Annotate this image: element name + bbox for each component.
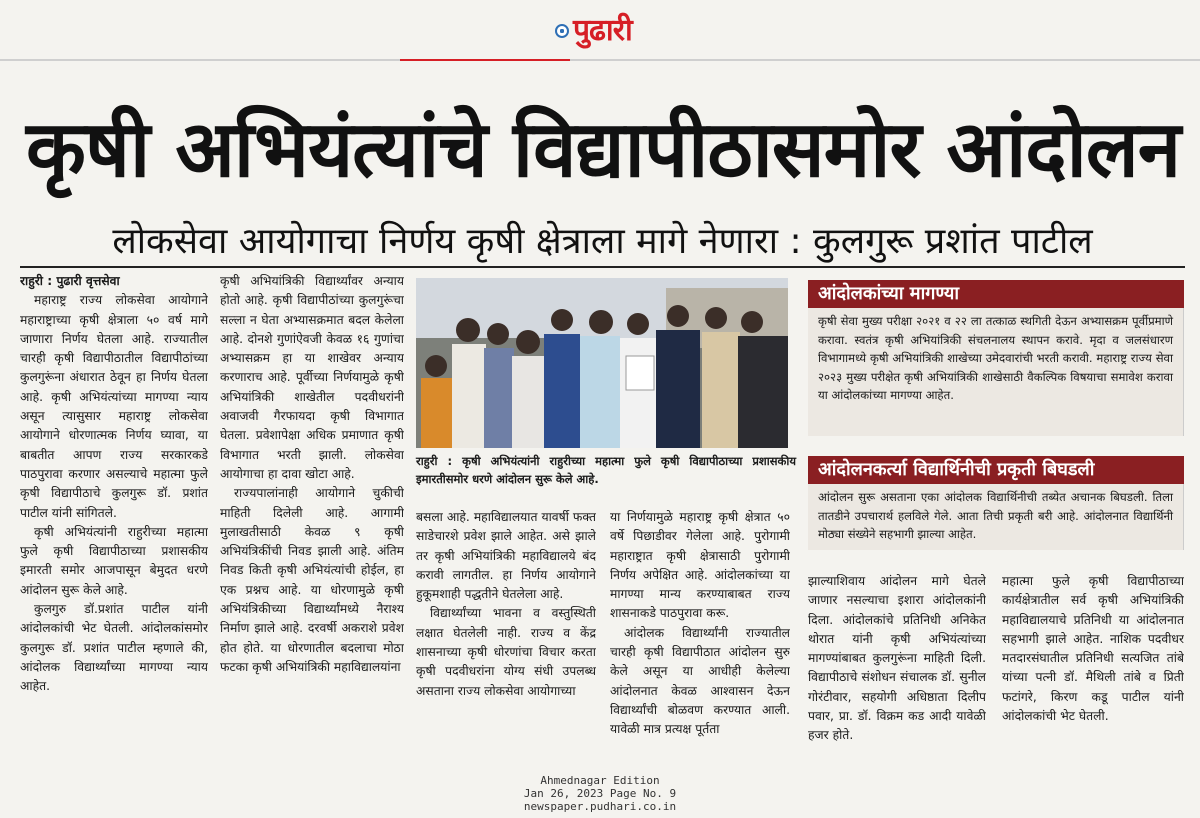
edition-website-link[interactable]: newspaper.pudhari.co.in (523, 800, 677, 813)
dateline: राहुरी : पुढारी वृत्तसेवा (20, 274, 120, 288)
article-column-4 (610, 508, 790, 760)
student-health-box-title: आंदोलनकर्त्या विद्यार्थिनीची प्रकृती बिघडली (808, 456, 1184, 484)
article-column-1 (20, 272, 208, 760)
edition-footer (0, 774, 1200, 813)
demands-box-body: कृषी सेवा मुख्य परीक्षा २०२१ व २२ ला तत्काळ स्थगिती देऊन अभ्यासक्रम पूर्वीप्रमाणे करावा. स्वतंत्र कृषी अभियांत्रिकी संचलनालय स्थापन करावे. मृदा व जलसंधारण विभागामध्ये कृषी अभियांत्रिकी शाखेच्या उमेदवारांची भरती करावी. महाराष्ट्र राज्य सेवा २०२३ मुख्य परीक्षेत कृषी अभियांत्रिकी शाखेसाठी वैकल्पिक विषयाचा समावेश करावा या आंदोलकांच्या मागण्या आहेत. (808, 308, 1184, 436)
paragraph: विद्यार्थ्यांच्या भावना व वस्तुस्थिती लक्षात घेतलेली नाही. राज्य व केंद्र शासनाच्या कृषी धोरणांचा विचार करता कृषी पदवीधरांना योग्य संधी उपलब्ध असताना राज्य लोकसेवा आयोगाच्या (416, 606, 596, 698)
photo-caption: राहुरी : कृषी अभियंत्यांनी राहुरीच्या महात्मा फुले कृषी विद्यापीठाच्या प्रशासकीय इमारतीसमोर धरणे आंदोलन सुरू केले आहे. (416, 454, 796, 486)
demands-box-title: आंदोलकांच्या मागण्या (808, 280, 1184, 308)
paragraph: झाल्याशिवाय आंदोलन मागे घेतले जाणार नसल्याचा इशारा आंदोलकांनी दिला. आंदोलकांचे प्रतिनिधी अनिकेत थोरात यांनी कृषी अभियंत्यांच्या मागण्यांबाबत कुलगुरूंना माहिती दिली. विद्यापीठाचे संशोधन संचालक डॉ. सुनील गोरंटीवार, सहयोगी अधिष्ठाता दिलीप पवार, प्रा. डॉ. विक्रम कड आदी यावेळी हजर होते. (808, 574, 986, 743)
student-health-box-body: आंदोलन सुरू असताना एका आंदोलक विद्यार्थिनीची तब्येत अचानक बिघडली. तिला तातडीने उपचारार्थ हलविले गेले. आता तिची प्रकृती बरी आहे. आंदोलनात विद्यार्थिनी मोठ्या संख्येने सहभागी झाल्या आहेत. (808, 484, 1184, 550)
headline-rule (20, 266, 1185, 268)
paragraph: राज्यपालांनाही आयोगाने चुकीची माहिती दिलेली आहे. आगामी मुलाखतीसाठी केवळ ९ कृषी अभियंत्रिकींची निवड झाली आहे. अंतिम निवड किती कृषी अभियंत्यांची होईल, हा एक प्रश्नच आहे. या धोरणामुळे कृषी अभियंत्रिकीच्या विद्यार्थ्यांमध्ये नैराश्य निर्माण झाले आहे. दरवर्षी अकराशे प्रवेश होत होते. या धोरणातील बदलाचा मोठा फटका कृषी अभियांत्रिकी महाविद्यालयांना (220, 486, 404, 674)
logo-emblem-icon (555, 24, 569, 38)
article-headline: कृषी अभियंत्यांचे विद्यापीठासमोर आंदोलन (25, 105, 1181, 195)
newspaper-logo[interactable] (555, 10, 632, 52)
news-photo (416, 278, 788, 448)
masthead (0, 0, 1200, 60)
article-column-3 (416, 508, 596, 760)
article-subheadline: लोकसेवा आयोगाचा निर्णय कृषी क्षेत्राला मागे नेणारा : कुलगुरू प्रशांत पाटील (112, 221, 1093, 262)
article-column-6 (1002, 572, 1184, 760)
edition-date-page: Jan 26, 2023 Page No. 9 (523, 787, 677, 800)
article-column-2 (220, 272, 404, 760)
edition-name: Ahmednagar Edition (540, 774, 660, 787)
paragraph: बसला आहे. महाविद्यालयात यावर्षी फक्त साडेचारशे प्रवेश झाले आहेत. असे झाले तर कृषी अभियांत्रिकी महाविद्यालये बंद करावी लागतील. हा निर्णय आयोगाने हुकूमशाही पद्धतीने घेतलेला आहे. (416, 510, 596, 602)
paragraph: कुलगुरु डॉ.प्रशांत पाटील यांनी आंदोलकांची भेट घेतली. आंदोलकांसमोर कुलगुरू डॉ. प्रशांत पाटील म्हणाले की, आंदोलक विद्यार्थ्यांच्या मागण्या न्याय आहेत. (20, 602, 208, 694)
protest-crowd-image (416, 278, 788, 448)
paragraph: कृषी अभियांत्रिकी विद्यार्थ्यांवर अन्याय होतो आहे. कृषी विद्यापीठांच्या कुलगुरूंचा सल्ला न घेता अभ्यासक्रमात बदल केलेला आहे. दोनशे गुणांऐवजी केवळ १६ गुणांचा अभ्यासक्रम हा या शाखेवर अन्याय करणाराच आहे. पूर्वीच्या निर्णयामुळे कृषी अभियांत्रिकी शाखेतील पदवीधरांनी अवाजवी गैरफायदा कृषी विभागात घेतला. प्रवेशापेक्षा अधिक प्रमाणात कृषी विभागात भरती झाली. लोकसेवा आयोगाचा हा दावा खोटा आहे. (220, 274, 404, 481)
masthead-divider (0, 59, 1200, 61)
paragraph: कृषी अभियंत्यांनी राहुरीच्या महात्मा फुले कृषी विद्यापीठाच्या प्रशासकीय इमारती समोर आजपासून बेमुदत धरणे आंदोलन सुरू केले आहे. (20, 524, 208, 597)
article-column-5 (808, 572, 986, 760)
paragraph: महाराष्ट्र राज्य लोकसेवा आयोगाने महाराष्ट्राच्या कृषी क्षेत्राला ५० वर्ष मागे जाणारा निर्णय घेतला आहे. राज्यातील चारही कृषी विद्यापीठातील विद्यापीठांच्या कुलगुरूंना अंधारात ठेवून हा निर्णय घेतला आहे. कृषी अभियंत्यांच्या मागण्या न्याय असून त्यासुसार महाराष्ट्र लोकसेवा आयोगाने धोरणात्मक निर्णय घ्यावा, या बाबतीत आपण राज्य सरकारकडे पाठपुरावा करणार असल्याचे महात्मा फुले कृषी विद्यापीठाचे कुलगुरू डॉ. प्रशांत पाटील यांनी सांगितले. (20, 293, 208, 520)
paragraph: आंदोलक विद्यार्थ्यांनी राज्यातील चारही कृषी विद्यापीठात आंदोलन सुरु केले असून या आधीही केलेल्या आंदोलनात केवळ आश्वासन देऊन विद्यार्थ्यांची बोळवण करण्यात आली. यावेळी मात्र प्रत्यक्ष पूर्तता (610, 625, 790, 737)
paragraph: महात्मा फुले कृषी विद्यापीठाच्या कार्यक्षेत्रातील सर्व कृषी अभियांत्रिकी महाविद्यालयाचे प्रतिनिधी या आंदोलनात सहभागी झाले आहेत. नाशिक पदवीधर मतदारसंघातील प्रतिनिधी सत्यजित तांबे यांच्या पत्नी डॉ. मैथिली तांबे व प्रिती फटांगरे, किरण कडू पाटील यांनी आंदोलकांची भेट घेतली. (1002, 574, 1184, 724)
paragraph: या निर्णयामुळे महाराष्ट्र कृषी क्षेत्रात ५० वर्षे पिछाडीवर गेलेला आहे. पुरोगामी महाराष्ट्रात कृषी क्षेत्रासाठी पुरोगामी निर्णय अपेक्षित आहे. आंदोलकांच्या या मागण्या मान्य करण्याबाबत राज्य शासनाकडे पाठपुरावा करू. (610, 510, 790, 621)
masthead-accent-line (400, 59, 570, 61)
logo-text: पुढारी (573, 13, 632, 48)
